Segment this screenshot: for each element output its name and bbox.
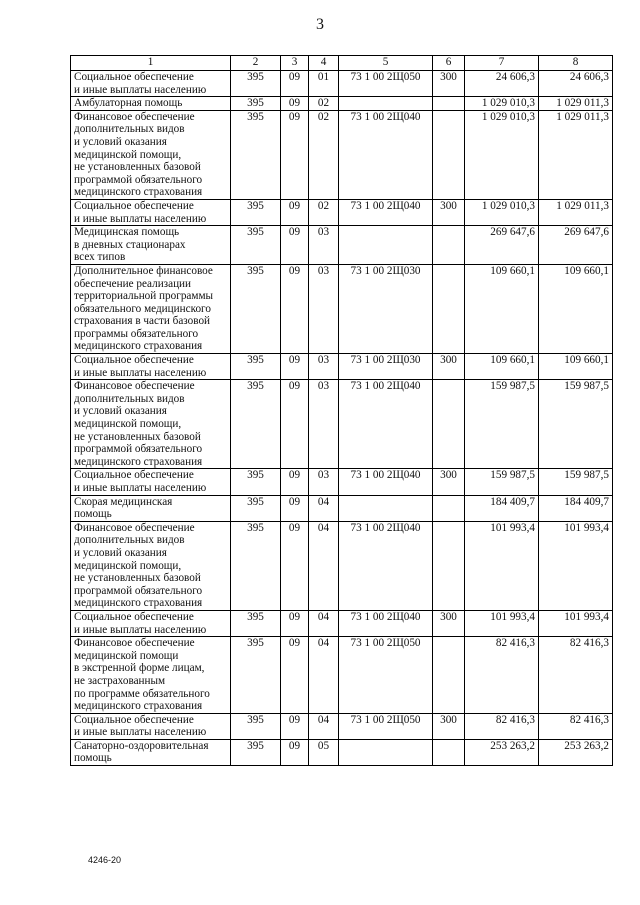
- table-row: [71, 610, 613, 636]
- row-target-article: 73 1 00 2Щ040: [339, 469, 433, 495]
- row-amount-col8: 1 029 011,3: [539, 110, 613, 199]
- row-title-line: медицинской помощи,: [74, 148, 182, 161]
- row-amount-col8: 1 029 011,3: [539, 199, 613, 225]
- row-amount-col7: 184 409,7: [465, 495, 539, 521]
- row-title-line: Социальное обеспечение: [74, 354, 194, 367]
- table-row: [71, 739, 613, 765]
- row-title-line: медицинского страхования: [74, 700, 203, 713]
- row-title-line: медицинского страхования: [74, 597, 203, 610]
- document-code: 4246-20: [88, 855, 122, 865]
- row-title-line: и иные выплаты населению: [74, 726, 207, 739]
- row-title-line: медицинского страхования: [74, 340, 203, 353]
- row-amount-col7: 82 416,3: [465, 713, 539, 739]
- row-subsection-code: 02: [309, 199, 339, 225]
- row-expense-type: [433, 637, 465, 714]
- row-expense-type: 300: [433, 610, 465, 636]
- row-title: [71, 469, 231, 495]
- row-expense-type: [433, 97, 465, 111]
- table-row: [71, 637, 613, 714]
- row-title-line: территориальной программы: [74, 290, 214, 303]
- row-title-line: помощь: [74, 752, 112, 765]
- row-title-line: медицинской помощи,: [74, 559, 182, 572]
- row-amount-col8: 101 993,4: [539, 610, 613, 636]
- table-row: [71, 264, 613, 353]
- row-section-code: 09: [281, 110, 309, 199]
- row-title-line: страхования в части базовой: [74, 315, 211, 328]
- row-title: [71, 110, 231, 199]
- row-subsection-code: 04: [309, 610, 339, 636]
- table-row: [71, 380, 613, 469]
- row-amount-col8: 101 993,4: [539, 521, 613, 610]
- row-title-line: и условий оказания: [74, 405, 167, 418]
- row-ministry-code: 395: [231, 380, 281, 469]
- row-ministry-code: 395: [231, 110, 281, 199]
- row-title-line: по программе обязательного: [74, 687, 210, 700]
- table-row: [71, 199, 613, 225]
- row-title: [71, 521, 231, 610]
- table-row: [71, 97, 613, 111]
- row-amount-col7: 159 987,5: [465, 380, 539, 469]
- row-amount-col7: 109 660,1: [465, 264, 539, 353]
- row-section-code: 09: [281, 380, 309, 469]
- row-title-line: и условий оказания: [74, 546, 167, 559]
- row-expense-type: [433, 110, 465, 199]
- row-title-line: Социальное обеспечение: [74, 199, 194, 212]
- row-ministry-code: 395: [231, 713, 281, 739]
- row-title: [71, 739, 231, 765]
- row-section-code: 09: [281, 354, 309, 380]
- row-amount-col8: 159 987,5: [539, 469, 613, 495]
- row-title: [71, 637, 231, 714]
- column-header: 6: [433, 56, 465, 71]
- page-number: 3: [316, 16, 324, 33]
- row-expense-type: 300: [433, 354, 465, 380]
- row-ministry-code: 395: [231, 495, 281, 521]
- row-title-line: Социальное обеспечение: [74, 713, 194, 726]
- row-title-line: программой обязательного: [74, 443, 203, 456]
- row-title-line: Финансовое обеспечение: [74, 380, 195, 393]
- row-ministry-code: 395: [231, 521, 281, 610]
- row-amount-col8: 269 647,6: [539, 226, 613, 265]
- row-title-line: обязательного медицинского: [74, 302, 211, 315]
- row-amount-col7: 101 993,4: [465, 610, 539, 636]
- row-title-line: обеспечение реализации: [74, 277, 192, 290]
- column-header: 1: [71, 56, 231, 71]
- row-amount-col7: 1 029 010,3: [465, 199, 539, 225]
- row-subsection-code: 04: [309, 521, 339, 610]
- row-title-line: медицинской помощи: [74, 649, 179, 662]
- row-title-line: программы обязательного: [74, 327, 199, 340]
- row-amount-col7: 109 660,1: [465, 354, 539, 380]
- row-target-article: [339, 739, 433, 765]
- row-target-article: 73 1 00 2Щ040: [339, 521, 433, 610]
- row-subsection-code: 03: [309, 264, 339, 353]
- row-amount-col7: 82 416,3: [465, 637, 539, 714]
- row-title-line: дополнительных видов: [74, 123, 185, 136]
- row-title-line: и иные выплаты населению: [74, 623, 207, 636]
- row-amount-col8: 24 606,3: [539, 71, 613, 97]
- row-amount-col8: 159 987,5: [539, 380, 613, 469]
- budget-table: [70, 55, 613, 766]
- row-amount-col8: 184 409,7: [539, 495, 613, 521]
- row-amount-col7: 253 263,2: [465, 739, 539, 765]
- table-row: [71, 354, 613, 380]
- row-ministry-code: 395: [231, 264, 281, 353]
- row-subsection-code: 05: [309, 739, 339, 765]
- row-expense-type: 300: [433, 71, 465, 97]
- column-header: 8: [539, 56, 613, 71]
- row-title-line: Медицинская помощь: [74, 226, 180, 239]
- row-expense-type: [433, 226, 465, 265]
- row-title-line: Социальное обеспечение: [74, 71, 194, 83]
- row-title: [71, 97, 231, 111]
- row-section-code: 09: [281, 739, 309, 765]
- row-subsection-code: 04: [309, 637, 339, 714]
- column-header: 2: [231, 56, 281, 71]
- row-section-code: 09: [281, 521, 309, 610]
- row-title-line: Скорая медицинская: [74, 495, 173, 508]
- row-expense-type: [433, 521, 465, 610]
- table-row: [71, 110, 613, 199]
- row-section-code: 09: [281, 199, 309, 225]
- row-title-line: и иные выплаты населению: [74, 366, 207, 379]
- row-title-line: и условий оказания: [74, 135, 167, 148]
- row-section-code: 09: [281, 469, 309, 495]
- row-expense-type: 300: [433, 713, 465, 739]
- row-title-line: Финансовое обеспечение: [74, 521, 195, 534]
- row-amount-col8: 253 263,2: [539, 739, 613, 765]
- row-title: [71, 71, 231, 97]
- row-subsection-code: 01: [309, 71, 339, 97]
- row-title-line: не установленных базовой: [74, 572, 201, 585]
- row-section-code: 09: [281, 713, 309, 739]
- row-title-line: и иные выплаты населению: [74, 83, 207, 96]
- row-title-line: Социальное обеспечение: [74, 610, 194, 623]
- row-target-article: [339, 97, 433, 111]
- row-target-article: 73 1 00 2Щ030: [339, 264, 433, 353]
- row-title-line: дополнительных видов: [74, 534, 185, 547]
- row-amount-col8: 109 660,1: [539, 354, 613, 380]
- row-subsection-code: 04: [309, 713, 339, 739]
- row-title: [71, 226, 231, 265]
- row-title-line: медицинского страхования: [74, 186, 203, 199]
- row-ministry-code: 395: [231, 226, 281, 265]
- row-target-article: 73 1 00 2Щ050: [339, 71, 433, 97]
- table-row: [71, 495, 613, 521]
- row-amount-col7: 159 987,5: [465, 469, 539, 495]
- row-title-line: и иные выплаты населению: [74, 212, 207, 225]
- row-ministry-code: 395: [231, 97, 281, 111]
- row-title-line: помощь: [74, 508, 112, 521]
- row-title-line: не установленных базовой: [74, 161, 201, 174]
- table-row: [71, 469, 613, 495]
- row-title-line: не установленных базовой: [74, 430, 201, 443]
- row-target-article: [339, 226, 433, 265]
- row-ministry-code: 395: [231, 354, 281, 380]
- row-ministry-code: 395: [231, 610, 281, 636]
- row-amount-col7: 101 993,4: [465, 521, 539, 610]
- row-ministry-code: 395: [231, 199, 281, 225]
- row-title: [71, 264, 231, 353]
- row-subsection-code: 02: [309, 97, 339, 111]
- table-row: [71, 521, 613, 610]
- row-target-article: 73 1 00 2Щ040: [339, 610, 433, 636]
- row-title-line: Санаторно-оздоровительная: [74, 739, 209, 752]
- row-title-line: Дополнительное финансовое: [74, 264, 213, 277]
- row-target-article: 73 1 00 2Щ030: [339, 354, 433, 380]
- row-section-code: 09: [281, 264, 309, 353]
- row-target-article: [339, 495, 433, 521]
- row-expense-type: [433, 264, 465, 353]
- row-title: [71, 495, 231, 521]
- row-expense-type: [433, 495, 465, 521]
- row-title-line: дополнительных видов: [74, 392, 185, 405]
- row-subsection-code: 03: [309, 226, 339, 265]
- row-title: [71, 713, 231, 739]
- row-section-code: 09: [281, 495, 309, 521]
- column-header: 3: [281, 56, 309, 71]
- row-title-line: в экстренной форме лицам,: [74, 662, 205, 675]
- row-amount-col7: 24 606,3: [465, 71, 539, 97]
- row-section-code: 09: [281, 637, 309, 714]
- row-ministry-code: 395: [231, 469, 281, 495]
- row-amount-col8: 82 416,3: [539, 637, 613, 714]
- table-header-row: [71, 56, 613, 71]
- table-row: [71, 71, 613, 97]
- row-amount-col8: 1 029 011,3: [539, 97, 613, 111]
- row-section-code: 09: [281, 97, 309, 111]
- row-expense-type: 300: [433, 469, 465, 495]
- row-amount-col8: 82 416,3: [539, 713, 613, 739]
- row-title-line: Социальное обеспечение: [74, 469, 194, 482]
- row-title-line: и иные выплаты населению: [74, 482, 207, 494]
- row-amount-col8: 109 660,1: [539, 264, 613, 353]
- row-ministry-code: 395: [231, 71, 281, 97]
- row-title-line: медицинского страхования: [74, 455, 203, 468]
- row-title-line: Финансовое обеспечение: [74, 110, 195, 123]
- column-header: 4: [309, 56, 339, 71]
- row-subsection-code: 03: [309, 469, 339, 495]
- row-amount-col7: 269 647,6: [465, 226, 539, 265]
- row-subsection-code: 03: [309, 354, 339, 380]
- row-title-line: программой обязательного: [74, 173, 203, 186]
- row-target-article: 73 1 00 2Щ050: [339, 637, 433, 714]
- row-target-article: 73 1 00 2Щ040: [339, 199, 433, 225]
- row-subsection-code: 04: [309, 495, 339, 521]
- row-title-line: Финансовое обеспечение: [74, 637, 195, 650]
- row-amount-col7: 1 029 010,3: [465, 110, 539, 199]
- row-expense-type: 300: [433, 199, 465, 225]
- row-title: [71, 199, 231, 225]
- row-subsection-code: 02: [309, 110, 339, 199]
- row-target-article: 73 1 00 2Щ040: [339, 110, 433, 199]
- row-title: [71, 610, 231, 636]
- row-target-article: 73 1 00 2Щ040: [339, 380, 433, 469]
- row-target-article: 73 1 00 2Щ050: [339, 713, 433, 739]
- row-title-line: не застрахованным: [74, 674, 166, 687]
- row-ministry-code: 395: [231, 637, 281, 714]
- row-ministry-code: 395: [231, 739, 281, 765]
- row-title-line: всех типов: [74, 251, 126, 264]
- row-expense-type: [433, 380, 465, 469]
- row-section-code: 09: [281, 226, 309, 265]
- row-title-line: программой обязательного: [74, 584, 203, 597]
- row-title-line: в дневных стационарах: [74, 238, 186, 251]
- table-row: [71, 713, 613, 739]
- row-title-line: Амбулаторная помощь: [74, 97, 183, 110]
- table-row: [71, 226, 613, 265]
- row-subsection-code: 03: [309, 380, 339, 469]
- row-amount-col7: 1 029 010,3: [465, 97, 539, 111]
- row-title: [71, 380, 231, 469]
- table-body: [71, 71, 613, 766]
- row-section-code: 09: [281, 610, 309, 636]
- row-title: [71, 354, 231, 380]
- column-header: 5: [339, 56, 433, 71]
- row-title-line: медицинской помощи,: [74, 418, 182, 431]
- row-section-code: 09: [281, 71, 309, 97]
- row-expense-type: [433, 739, 465, 765]
- column-header: 7: [465, 56, 539, 71]
